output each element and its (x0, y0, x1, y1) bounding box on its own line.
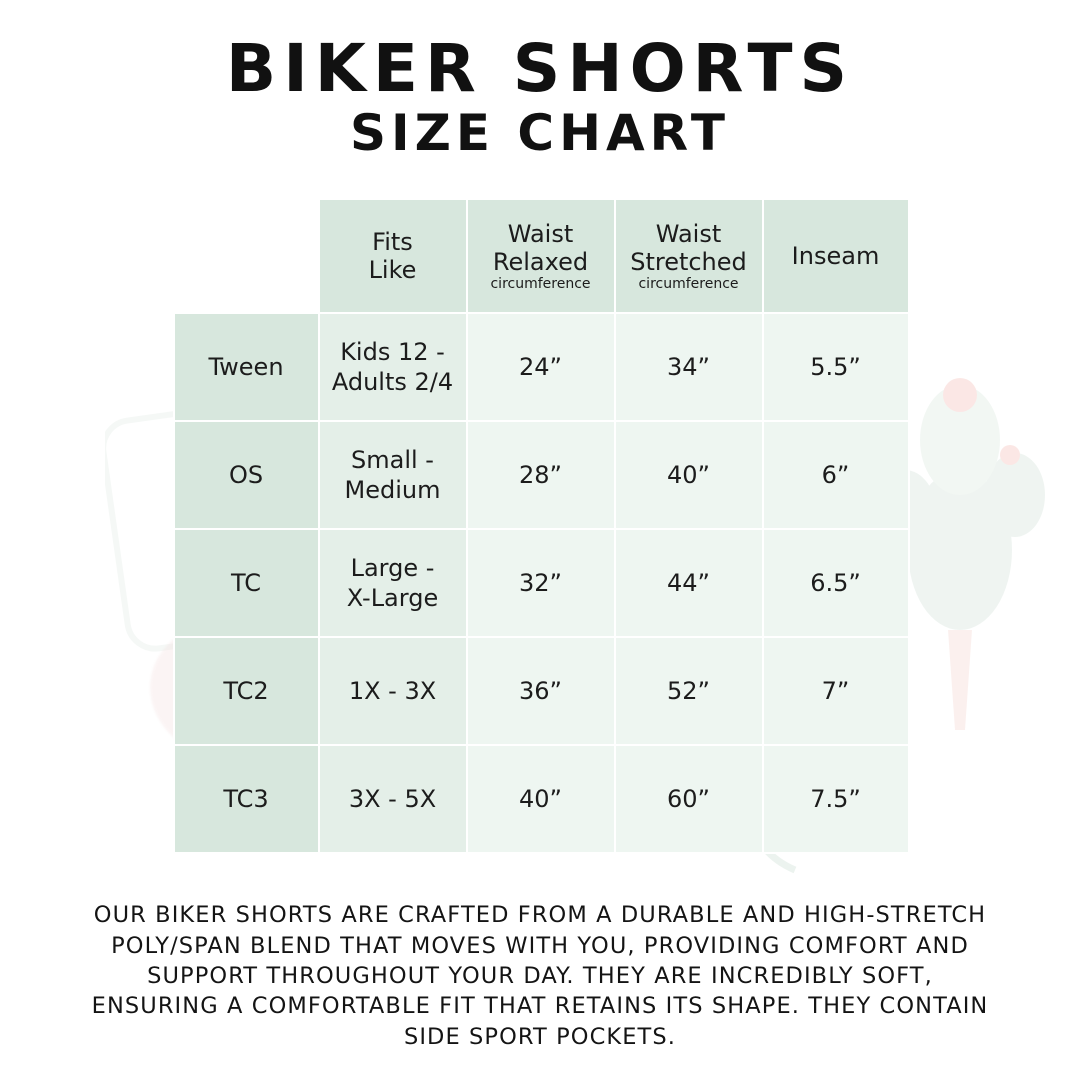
cell-fits-like-line2: Adults 2/4 (331, 368, 454, 397)
column-header-subtext: circumference (490, 276, 591, 293)
cell-waist-stretched: 52” (615, 637, 763, 745)
cell-fits-like (319, 421, 467, 529)
column-header-waist-relaxed (467, 199, 615, 313)
cell-waist-relaxed: 32” (467, 529, 615, 637)
cell-size: TC (174, 529, 319, 637)
table-row (174, 313, 909, 421)
table-row (174, 745, 909, 853)
column-header-line1: Waist (655, 219, 722, 248)
cell-fits-like-line2: X-Large (346, 584, 439, 613)
cell-size: TC2 (174, 637, 319, 745)
cell-inseam: 6” (763, 421, 909, 529)
cell-inseam: 7.5” (763, 745, 909, 853)
column-header-inseam (763, 199, 909, 313)
cell-inseam: 7” (763, 637, 909, 745)
table-row (174, 637, 909, 745)
size-chart-table (173, 198, 910, 854)
cell-fits-like: 3X - 5X (319, 745, 467, 853)
cell-inseam: 5.5” (763, 313, 909, 421)
cell-size: Tween (174, 313, 319, 421)
column-header-line2: Relaxed (492, 248, 589, 277)
cell-fits-like (319, 529, 467, 637)
size-chart-container (173, 198, 908, 854)
cell-size: OS (174, 421, 319, 529)
page-title: BIKER SHORTS (225, 30, 855, 107)
table-body (174, 313, 909, 853)
column-header-line1: Inseam (791, 242, 880, 271)
cell-waist-relaxed: 24” (467, 313, 615, 421)
table-row (174, 529, 909, 637)
table-row (174, 421, 909, 529)
cell-fits-like-line1: Kids 12 - (340, 338, 445, 367)
cell-waist-stretched: 34” (615, 313, 763, 421)
cell-size: TC3 (174, 745, 319, 853)
table-header-row (174, 199, 909, 313)
column-header-fits-like (319, 199, 467, 313)
column-header-line2: Like (368, 256, 417, 285)
cell-fits-like-line1: Small - (351, 446, 434, 475)
table-header (174, 199, 909, 313)
product-description: OUR BIKER SHORTS ARE CRAFTED FROM A DURABLE AND HIGH-STRETCH POLY/SPAN BLEND THAT MOVES WITH YOU, PROVIDING COMFORT AND SUPPORT THROUGHOUT YOUR DAY. THEY ARE INCREDIBLY SOFT, ENSURING A COMFORTABLE FIT THAT RETAINS ITS SHAPE. THEY CONTAIN SIDE SPORT POCKETS. (91, 902, 989, 1050)
cell-waist-relaxed: 40” (467, 745, 615, 853)
cell-inseam: 6.5” (763, 529, 909, 637)
column-header-line2: Stretched (630, 248, 747, 277)
cell-fits-like (319, 313, 467, 421)
page-subtitle: SIZE CHART (349, 104, 731, 163)
page-header (0, 0, 1080, 161)
cell-fits-like-line1: Large - (350, 554, 435, 583)
cell-waist-stretched: 44” (615, 529, 763, 637)
column-header-line1: Waist (507, 219, 574, 248)
cell-waist-stretched: 60” (615, 745, 763, 853)
cell-fits-like: 1X - 3X (319, 637, 467, 745)
cell-fits-like-line2: Medium (344, 476, 441, 505)
cell-waist-relaxed: 28” (467, 421, 615, 529)
column-header-waist-stretched (615, 199, 763, 313)
column-header-subtext: circumference (638, 276, 739, 293)
cell-waist-stretched: 40” (615, 421, 763, 529)
table-corner-cell (174, 199, 319, 313)
column-header-line1: Fits (372, 227, 413, 256)
cell-waist-relaxed: 36” (467, 637, 615, 745)
